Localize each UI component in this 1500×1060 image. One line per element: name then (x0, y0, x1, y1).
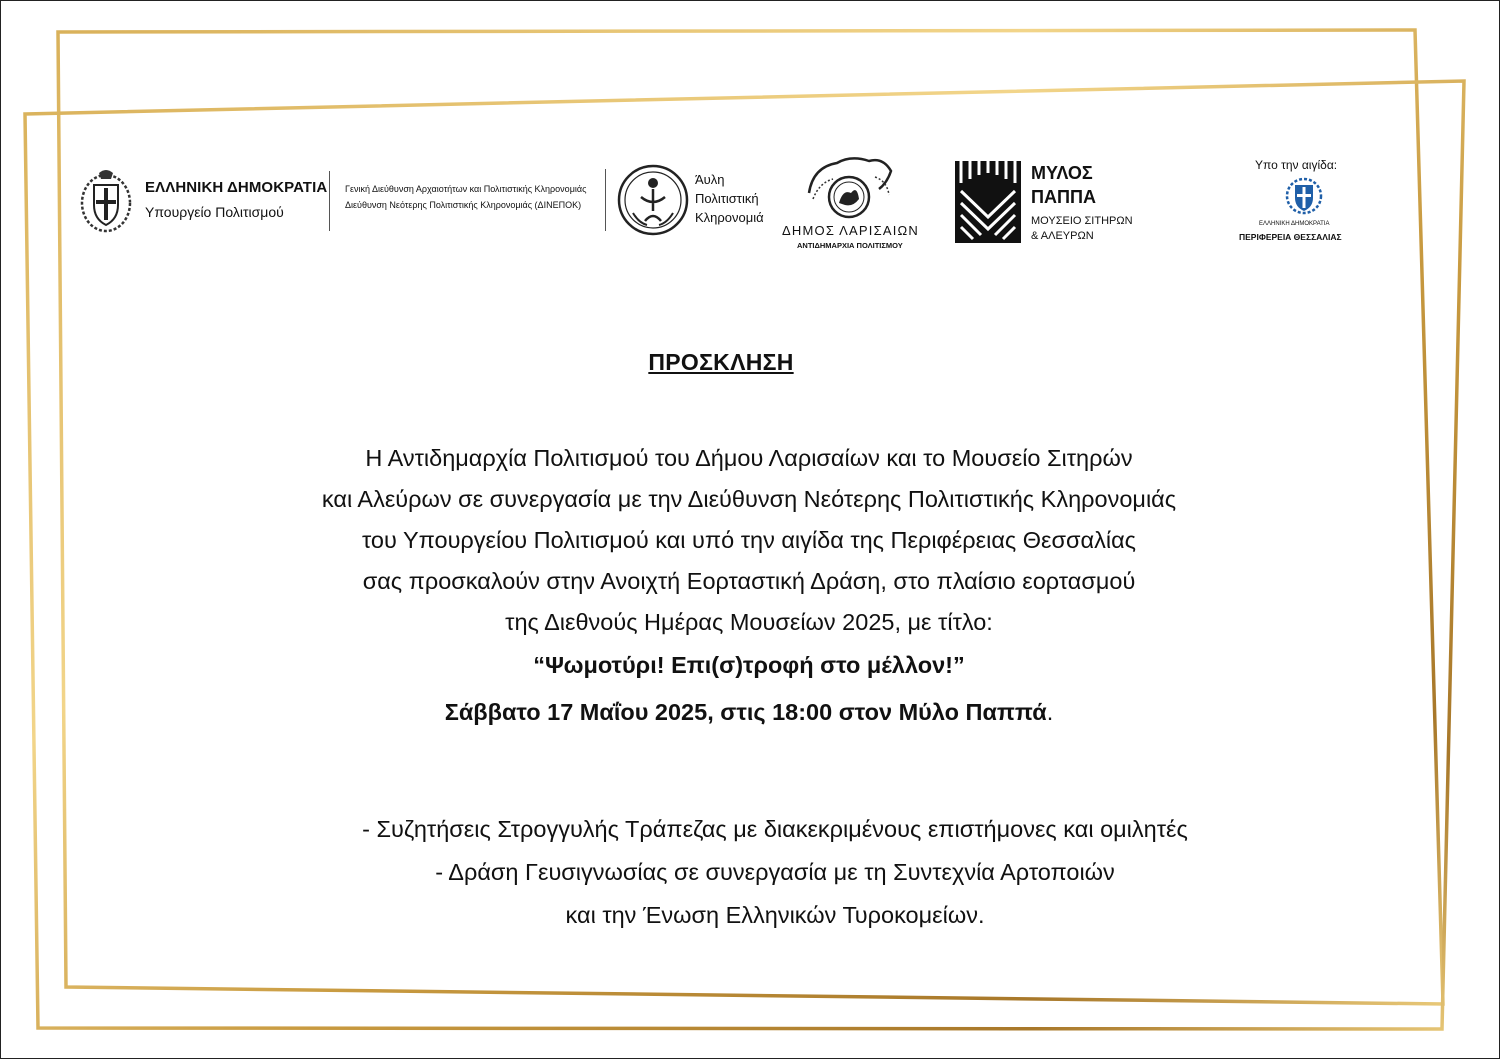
municipality-emblem-icon (779, 153, 939, 221)
museum-logo-line3: ΜΟΥΣΕΙΟ ΣΙΤΗΡΩΝ (1031, 215, 1133, 227)
municipality-larissa-logo (779, 153, 939, 253)
intangible-heritage-logo (617, 163, 767, 243)
directorate-logo (345, 184, 607, 224)
heritage-logo-line2: Πολιτιστική (695, 191, 759, 206)
municipality-logo-line1: ΔΗΜΟΣ ΛΑΡΙΣΑΙΩΝ (782, 223, 920, 238)
pappa-mill-museum-logo (955, 161, 1135, 246)
region-thessaly-logo (1233, 156, 1373, 246)
activity-item: - Δράση Γευσιγνωσίας σε συνεργασία με τη Συντεχνία Αρτοποιών (435, 859, 1115, 885)
auspices-caption: Υπο την αιγίδα: (1255, 158, 1338, 172)
heritage-logo-line3: Κληρονομιά (695, 210, 764, 225)
activity-item-continuation: και την Ένωση Ελληνικών Τυροκομείων. (565, 902, 985, 928)
event-when-period: . (1046, 699, 1054, 725)
wheat-museum-mark-icon (955, 161, 1021, 243)
museum-logo-line1: ΜΥΛΟΣ (1031, 163, 1093, 183)
invitation-body-line: σας προσκαλούν στην Ανοιχτή Εορταστική Δράση, στο πλαίσιο εορτασμού (362, 568, 1136, 594)
invitation-body-line: της Διεθνούς Ημέρας Μουσείων 2025, με τίτλο: (505, 609, 993, 635)
invitation-body-line: και Αλεύρων σε συνεργασία με την Διεύθυνση Νεότερης Πολιτιστικής Κληρονομιάς (321, 486, 1177, 512)
logo-divider (329, 171, 330, 231)
directorate-logo-line2: Διεύθυνση Νεότερης Πολιτιστικής Κληρονομιάς (ΔΙΝΕΠΟΚ) (345, 200, 582, 210)
invitation-body-line: Η Αντιδημαρχία Πολιτισμού του Δήμου Λαρισαίων και το Μουσείο Σιτηρών (365, 445, 1133, 471)
invitation-title: ΠΡΟΣΚΛΗΣΗ (648, 349, 794, 375)
event-when: Σάββατο 17 Μαΐου 2025, στις 18:00 στον Μύλο Παππά (444, 699, 1047, 725)
museum-logo-line4: & ΑΛΕΥΡΩΝ (1031, 230, 1094, 242)
greek-coat-of-arms-blue-icon (1285, 176, 1323, 216)
greek-coat-of-arms-icon (79, 165, 133, 235)
invitation-body-line: του Υπουργείου Πολιτισμού και υπό την αιγίδα της Περιφέρειας Θεσσαλίας (361, 527, 1137, 553)
ministry-of-culture-logo (79, 161, 329, 241)
logo-divider (605, 169, 606, 231)
region-logo-line1: ΕΛΛΗΝΙΚΗ ΔΗΜΟΚΡΑΤΙΑ (1259, 221, 1330, 227)
activity-item: - Συζητήσεις Στρογγυλής Τράπεζας με διακεκριμένους επιστήμονες και ομιλητές (362, 816, 1188, 842)
ministry-logo-line2: Υπουργείο Πολιτισμού (145, 204, 284, 220)
region-logo-line2: ΠΕΡΙΦΕΡΕΙΑ ΘΕΣΣΑΛΙΑΣ (1239, 232, 1342, 242)
event-date-time-place (1, 699, 1497, 726)
event-title: “Ψωμοτύρι! Επι(σ)τροφή στο μέλλον!” (533, 652, 965, 678)
municipality-logo-line2: ΑΝΤΙΔΗΜΑΡΧΙΑ ΠΟΛΙΤΙΣΜΟΥ (797, 241, 903, 250)
directorate-logo-line1: Γενική Διεύθυνση Αρχαιοτήτων και Πολιτιστικής Κληρονομιάς (345, 184, 587, 194)
museum-logo-line2: ΠΑΠΠΑ (1031, 187, 1096, 207)
ministry-logo-line1: ΕΛΛΗΝΙΚΗ ΔΗΜΟΚΡΑΤΙΑ (145, 179, 328, 196)
heritage-logo-line1: Άυλη (695, 172, 725, 187)
intangible-heritage-emblem-icon (617, 163, 689, 237)
